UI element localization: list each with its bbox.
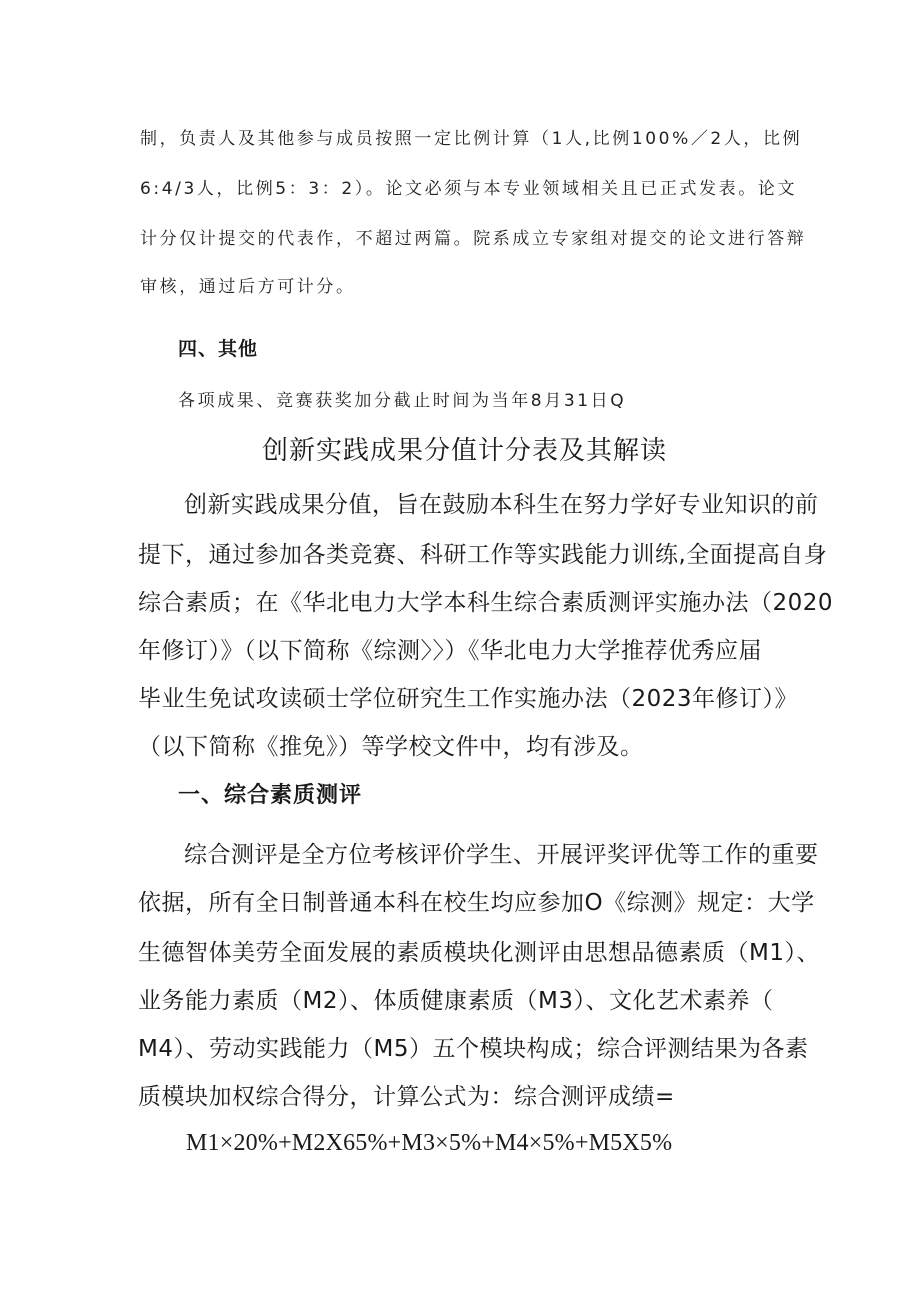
section-one-line-1: 综合测评是全方位考核评价学生、开展评奖评优等工作的重要 — [184, 842, 819, 868]
intro-line-1: 创新实践成果分值，旨在鼓励本科生在努力学好专业知识的前 — [184, 492, 819, 518]
section-four-text: 各项成果、竞赛获奖加分截止时间为当年8月31日Q — [178, 391, 627, 411]
intro-line-4: 年修订）》（以下简称《综测〉〉）《华北电力大学推荐优秀应届 — [138, 638, 762, 664]
continuation-line-2: 6:4/3人，比例5：3：2）。论文必须与本专业领域相关且已正式发表。论文 — [140, 179, 798, 199]
section-one-line-2: 依据，所有全日制普通本科在校生均应参加O《综测》规定：大学 — [138, 890, 815, 916]
intro-line-5: 毕业生免试攻读硕士学位研究生工作实施办法（2023年修订）》 — [138, 686, 799, 712]
section-one-line-3: 生德智体美劳全面发展的素质模块化测评由思想品德素质（M1）、 — [138, 940, 820, 966]
score-formula: M1×20%+M2X65%+M3×5%+M4×5%+M5X5% — [186, 1130, 673, 1156]
section-four-heading: 四、其他 — [178, 338, 259, 360]
continuation-line-4: 审核，通过后方可计分。 — [140, 277, 356, 297]
intro-line-3: 综合素质；在《华北电力大学本科生综合素质测评实施办法（2020 — [138, 590, 834, 616]
page-title: 创新实践成果分值计分表及其解读 — [262, 436, 668, 466]
continuation-line-3: 计分仅计提交的代表作，不超过两篇。院系成立专家组对提交的论文进行答辩 — [140, 229, 807, 249]
section-one-line-5: M4）、劳动实践能力（M5）五个模块构成；综合评测结果为各素 — [138, 1036, 809, 1062]
section-one-line-4: 业务能力素质（M2）、体质健康素质（M3）、文化艺术素养（ — [138, 988, 774, 1014]
intro-line-6: （以下简称《推免》）等学校文件中，均有涉及。 — [138, 734, 644, 760]
continuation-line-1: 制，负责人及其他参与成员按照一定比例计算（1人,比例100%／2人，比例 — [140, 129, 803, 149]
section-one-line-6: 质模块加权综合得分，计算公式为：综合测评成绩= — [138, 1084, 675, 1110]
intro-line-2: 提下，通过参加各类竞赛、科研工作等实践能力训练,全面提高自身 — [138, 542, 828, 568]
section-one-heading: 一、综合素质测评 — [178, 783, 363, 808]
